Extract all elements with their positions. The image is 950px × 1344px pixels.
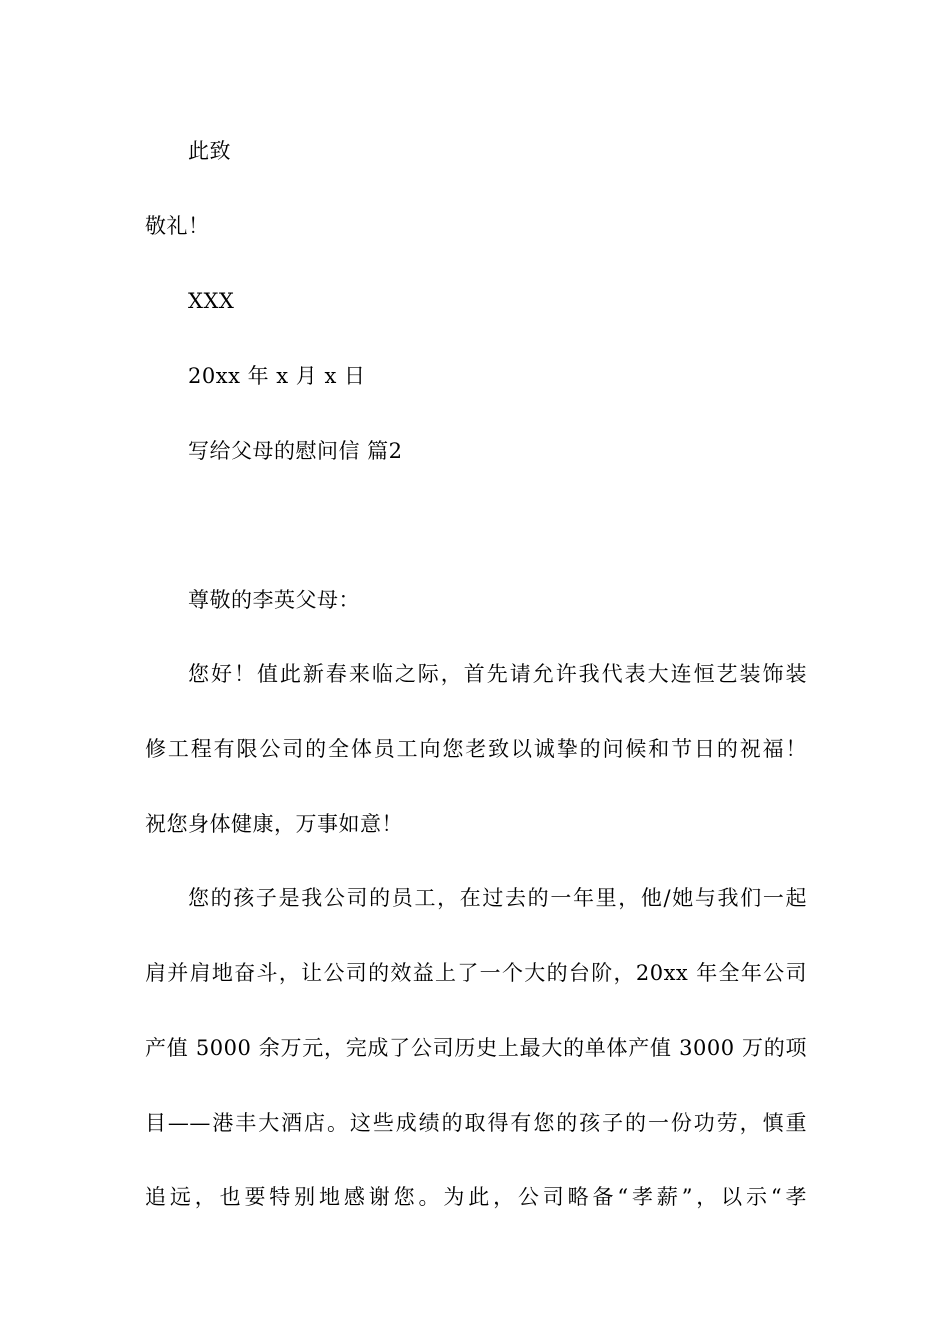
paragraph-line: 产值 5000 余万元，完成了公司历史上最大的单体产值 3000 万的项 (145, 1036, 807, 1060)
paragraph-line: 追远，也要特别地感谢您。为此，公司略备“孝薪”，以示“孝 (145, 1185, 807, 1209)
closing-respects: 敬礼！ (145, 214, 210, 238)
signature: XXX (188, 289, 235, 313)
letter-greeting: 尊敬的李英父母： (188, 588, 360, 612)
paragraph-line: 目——港丰大酒店。这些成绩的取得有您的孩子的一份功劳，慎重 (145, 1111, 807, 1135)
paragraph-line: 祝您身体健康，万事如意！ (145, 812, 403, 836)
section-title: 写给父母的慰问信 篇2 (188, 439, 403, 463)
paragraph-line: 修工程有限公司的全体员工向您老致以诚挚的问候和节日的祝福！ (145, 737, 807, 761)
paragraph-line: 您好！值此新春来临之际，首先请允许我代表大连恒艺装饰装 (188, 662, 807, 686)
letter-date: 20xx 年 x 月 x 日 (188, 364, 366, 388)
paragraph-line: 肩并肩地奋斗，让公司的效益上了一个大的台阶，20xx 年全年公司 (145, 961, 807, 985)
closing-salutation: 此致 (188, 139, 231, 163)
paragraph-line: 您的孩子是我公司的员工，在过去的一年里，他/她与我们一起 (188, 886, 807, 910)
